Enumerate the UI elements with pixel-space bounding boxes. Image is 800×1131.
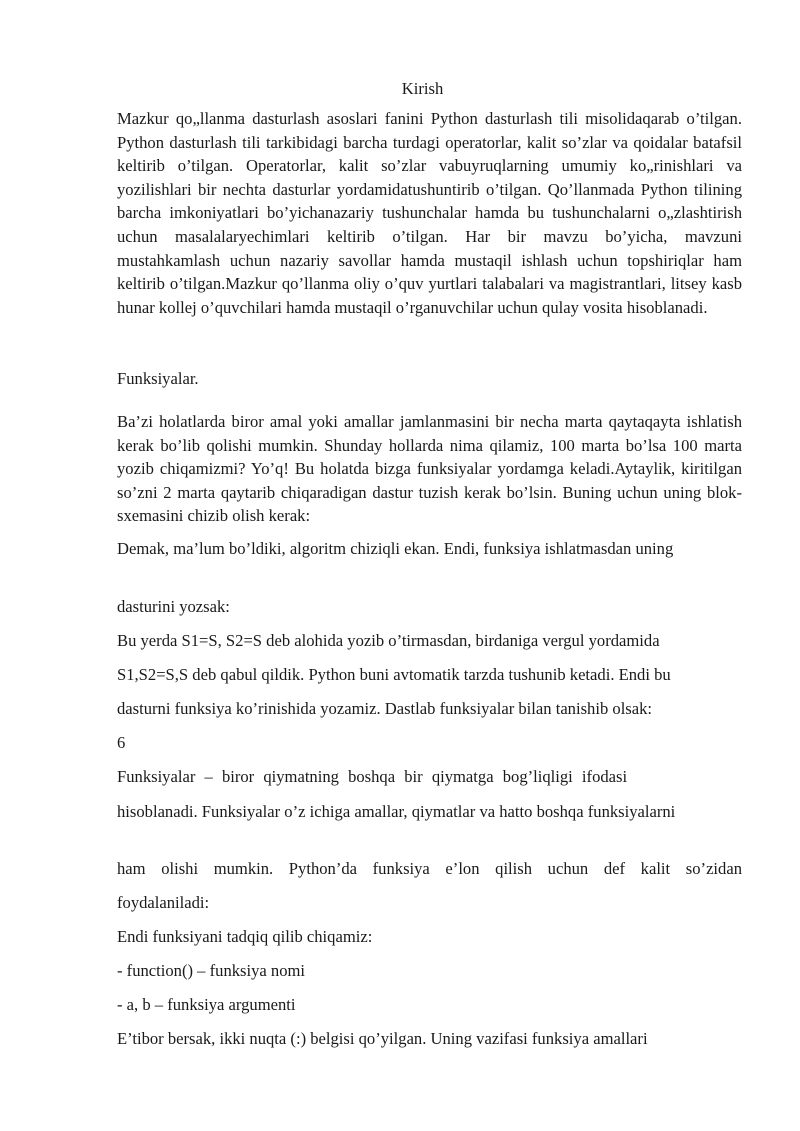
bullet-item-arguments: - a, b – funksiya argumenti (117, 995, 296, 1014)
page-title: Kirish (401, 79, 444, 98)
endi-funksiyani-line: Endi funksiyani tadqiq qilib chiqamiz: (117, 927, 373, 946)
foydalaniladi-line: foydalaniladi: (117, 893, 210, 912)
page-number: 6 (117, 733, 126, 752)
bullet-item-function: - function() – funksiya nomi (117, 961, 306, 980)
intro-paragraph: Mazkur qo„llanma dasturlash asoslari fanini Python dasturlash tili misolidaqarab o’tilgan. Python dasturlash tili tarkibidagi barcha turdagi operatorlar, kalit so’zlar va qoidalar batafsil keltirib o’tilgan. Operatorlar, kalit so’zlar vabuyruqlarning umumiy ko„rinishlari va yozilishlari bir nechta dasturlar yordamidatushuntirib o’tilgan. Qo’llanmada Python tilining barcha imkoniyatlari bo’yichanazariy tushunchalar hamda bu tushunchalarni o„zlashtirish uchun masalalaryechimlari keltirib o’tilgan. Har bir mavzu bo’yicha, mavzuni mustahkamlash uchun nazariy savollar hamda mustaqil ishlash uchun topshiriqlar ham keltirib o’tilgan.Mazkur qo’llanma oliy o’quv yurtlari talabalari va magistrantlari, litsey kasb hunar kollej o’quvchilari hamda mustaqil o’rganuvchilar uchun qulay vosita hisoblanadi. (117, 109, 742, 317)
demak-paragraph: Demak, ma’lum bo’ldiki, algoritm chiziqli ekan. Endi, funksiya ishlatmasdan uning (117, 539, 674, 558)
bu-yerda-line-3: dasturni funksiya ko’rinishida yozamiz. Dastlab funksiyalar bilan tanishib olsak: (117, 699, 653, 718)
bu-yerda-line-1: Bu yerda S1=S, S2=S deb alohida yozib o’tirmasdan, birdaniga vergul yordamida (117, 631, 660, 650)
holatlar-paragraph: Ba’zi holatlarda biror amal yoki amallar jamlanmasini bir necha marta qaytaqayta ishlatish kerak bo’lib qolishi mumkin. Shunday hollarda nima qilamiz, 100 marta bo’lsa 100 marta yozib chiqamizmi? Yo’q! Bu holatda bizga funksiyalar yordamga keladi.Aytaylik, kiritilgan so’zni 2 marta qaytarib chiqaradigan dastur tuzish kerak bo’lsin. Buning uchun uning blok-sxemasini chizib olish kerak: (117, 412, 742, 526)
dasturini-line: dasturini yozsak: (117, 597, 230, 616)
etibor-line: E’tibor bersak, ikki nuqta (:) belgisi qo’yilgan. Uning vazifasi funksiya amallari (117, 1029, 648, 1048)
ham-olishi-line: ham olishi mumkin. Python’da funksiya e’lon qilish uchun def kalit so’zidan (117, 859, 742, 878)
funksiyalar-definition-line-1: Funksiyalar – biror qiymatning boshqa bir qiymatga bog’liqligi ifodasi (117, 767, 628, 786)
section-heading: Funksiyalar. (117, 369, 199, 388)
funksiyalar-definition-line-2: hisoblanadi. Funksiyalar o’z ichiga amallar, qiymatlar va hatto boshqa funksiyalarni (117, 802, 676, 821)
bu-yerda-line-2: S1,S2=S,S deb qabul qildik. Python buni avtomatik tarzda tushunib ketadi. Endi bu (117, 665, 671, 684)
